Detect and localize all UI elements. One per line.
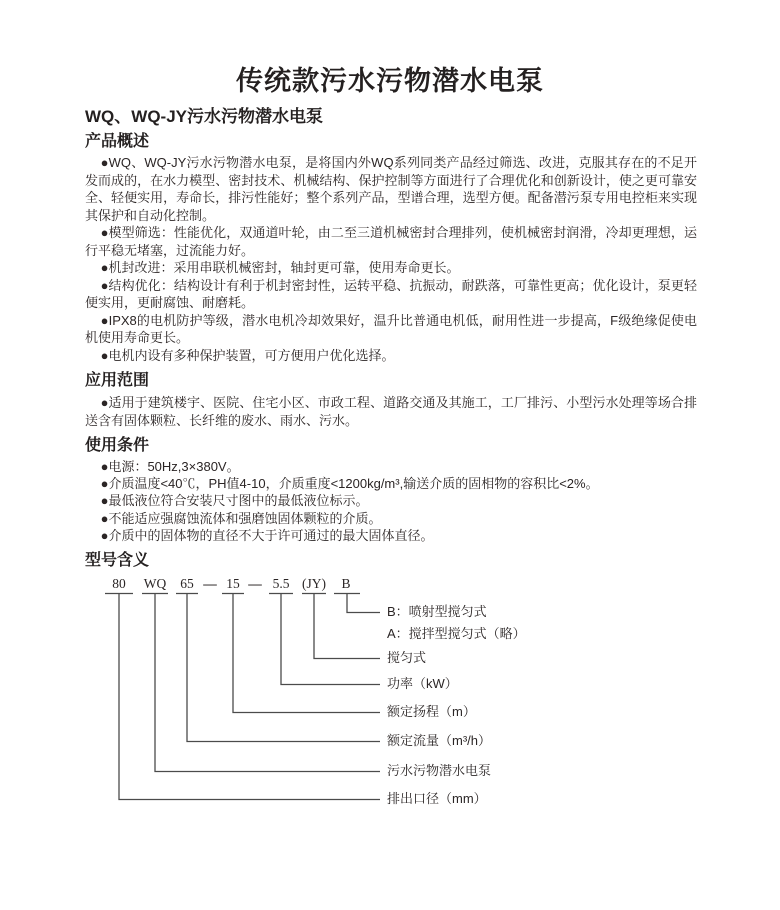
model-token-series: WQ xyxy=(143,576,167,592)
branch-label-mixing: 搅匀式 xyxy=(387,650,427,666)
branch-label-a-type: A：搅拌型搅匀式（略） xyxy=(387,626,526,642)
condition-item: ●介质中的固体物的直径不大于许可通过的最大固体直径。 xyxy=(100,527,434,543)
model-token-jy: (JY) xyxy=(302,576,326,592)
section-conditions-heading: 使用条件 xyxy=(85,437,150,454)
section-model-heading: 型号含义 xyxy=(85,552,150,570)
branch-label-pump-type: 污水污物潜水电泵 xyxy=(387,763,492,779)
section-application-heading: 应用范围 xyxy=(85,372,150,389)
branch-label-flow: 额定流量（m³/h） xyxy=(387,733,492,749)
branch-label-discharge: 排出口径（mm） xyxy=(387,791,487,807)
overview-paragraphs xyxy=(85,154,697,364)
conditions-list xyxy=(85,458,697,544)
model-token-power: 5.5 xyxy=(272,576,290,592)
model-token-discharge: 80 xyxy=(112,576,126,592)
overview-paragraph: ●结构优化：结构设计有利于机封密封性，运转平稳、抗振动，耐跌落，可靠性更高；优化设计，泵更轻便实用，更耐腐蚀、耐磨耗。 xyxy=(85,277,697,310)
condition-item: ●最低液位符合安装尺寸图中的最低液位标示。 xyxy=(100,493,369,509)
model-diagram xyxy=(0,573,780,817)
model-token-flow: 65 xyxy=(180,576,194,592)
section-overview-heading: 产品概述 xyxy=(85,133,150,150)
overview-paragraph: ●模型筛选：性能优化，双通道叶轮，由二至三道机械密封合理排列，使机械密封润滑，冷却更理想，运行平稳无堵塞，过流能力好。 xyxy=(85,225,697,258)
branch-label-power: 功率（kW） xyxy=(387,676,458,692)
condition-item: ●介质温度<40℃，PH值4-10，介质重度<1200kg/m³,输送介质的固相物的容积比<2%。 xyxy=(100,476,599,492)
branch-label-head: 额定扬程（m） xyxy=(387,704,476,720)
model-token-b: B xyxy=(341,576,351,592)
model-token-dash: — xyxy=(248,576,262,592)
application-paragraphs xyxy=(85,394,697,429)
model-token-dash: — xyxy=(203,576,217,592)
application-paragraph: ●适用于建筑楼宇、医院、住宅小区、市政工程、道路交通及其施工，工厂排污、小型污水处理等场合排送含有固体颗粒、长纤维的废水、雨水、污水。 xyxy=(85,395,697,428)
page-title: 传统款污水污物潜水电泵 xyxy=(236,66,544,96)
overview-paragraph: ●WQ、WQ-JY污水污物潜水电泵，是将国内外WQ系列同类产品经过筛选、改进，克服其存在的不足开发而成的，在水力模型、密封技术、机械结构、保护控制等方面进行了合理优化和创新设计，使之更可靠安全、轻便实用，寿命长，排污性能好；整个系列产品，型谱合理，选型方便。配备潜污泵专用电控柜来实现其保护和自动化控制。 xyxy=(85,155,697,223)
condition-item: ●电源：50Hz,3×380V。 xyxy=(100,459,240,474)
condition-item: ●不能适应强腐蚀流体和强磨蚀固体颗粒的介质。 xyxy=(100,510,382,526)
overview-paragraph: ●IPX8的电机防护等级，潜水电机冷却效果好，温升比普通电机低，耐用性进一步提高，F级绝缘促使电机使用寿命更长。 xyxy=(85,312,697,345)
overview-paragraph: ●电机内设有多种保护装置，可方便用户优化选择。 xyxy=(100,347,395,363)
overview-paragraph: ●机封改进：采用串联机械密封，轴封更可靠，使用寿命更长。 xyxy=(100,260,460,275)
model-token-head: 15 xyxy=(226,576,240,592)
catalog-page xyxy=(0,66,780,910)
page-subtitle: WQ、WQ-JY污水污物潜水电泵 xyxy=(85,107,323,126)
branch-label-b-type: B：喷射型搅匀式 xyxy=(387,604,487,620)
